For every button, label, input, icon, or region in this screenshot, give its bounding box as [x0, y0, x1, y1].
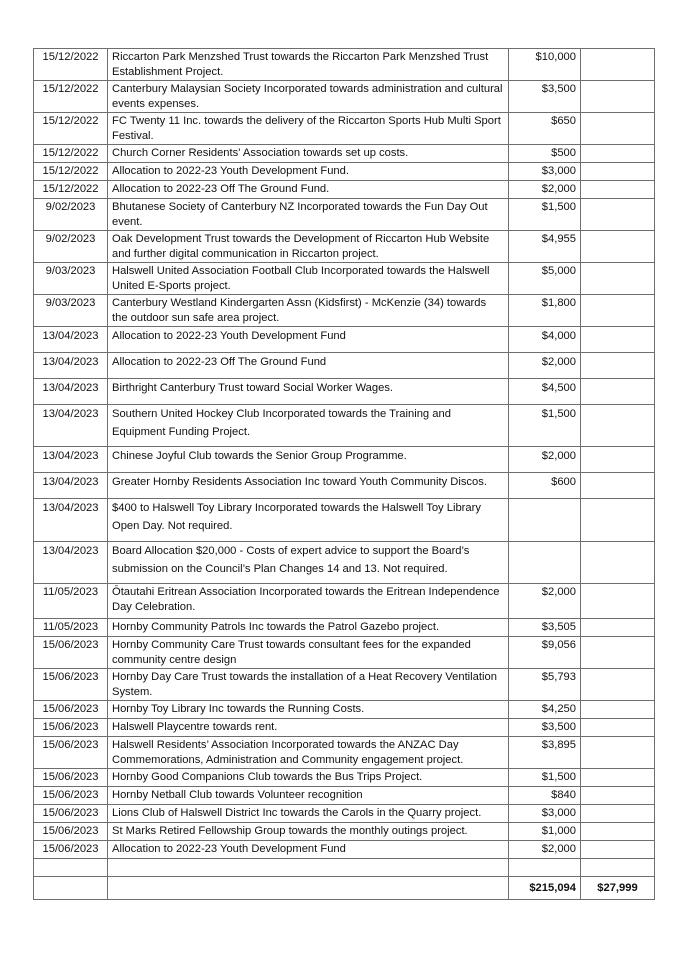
- row-amount: $9,056: [509, 637, 581, 669]
- table-row: [34, 295, 655, 327]
- row-date: 15/06/2023: [34, 701, 108, 719]
- row-description: Southern United Hockey Club Incorporated towards the Training and Equipment Funding Project.: [108, 405, 509, 447]
- table-row: [34, 473, 655, 499]
- row-description: Hornby Community Patrols Inc towards the Patrol Gazebo project.: [108, 619, 509, 637]
- row-amount: $1,000: [509, 823, 581, 841]
- row-extra-cell: [581, 637, 655, 669]
- row-extra-cell: [581, 49, 655, 81]
- row-extra-cell: [581, 841, 655, 859]
- table-row: [34, 145, 655, 163]
- row-extra-cell: [581, 263, 655, 295]
- table-row: [34, 327, 655, 353]
- table-row: [34, 113, 655, 145]
- row-date: 15/06/2023: [34, 787, 108, 805]
- row-extra-cell: [581, 584, 655, 619]
- table-row: [34, 231, 655, 263]
- row-extra-cell: [581, 353, 655, 379]
- row-extra-cell: [581, 181, 655, 199]
- row-date: 15/06/2023: [34, 719, 108, 737]
- table-row: [34, 163, 655, 181]
- table-row: [34, 379, 655, 405]
- row-amount: $4,500: [509, 379, 581, 405]
- table-row: [34, 823, 655, 841]
- table-row: [34, 769, 655, 787]
- table-row: [34, 701, 655, 719]
- row-amount: $4,250: [509, 701, 581, 719]
- table-row: [34, 787, 655, 805]
- row-date: 15/06/2023: [34, 769, 108, 787]
- row-description: Allocation to 2022-23 Youth Development Fund: [108, 327, 509, 353]
- row-amount: $650: [509, 113, 581, 145]
- row-description: Allocation to 2022-23 Youth Development Fund: [108, 841, 509, 859]
- row-date: 13/04/2023: [34, 327, 108, 353]
- row-amount: $3,895: [509, 737, 581, 769]
- row-description: Hornby Good Companions Club towards the Bus Trips Project.: [108, 769, 509, 787]
- row-amount: $3,000: [509, 805, 581, 823]
- row-amount: $5,000: [509, 263, 581, 295]
- row-extra-cell: [581, 805, 655, 823]
- row-date: 15/06/2023: [34, 737, 108, 769]
- row-amount: $5,793: [509, 669, 581, 701]
- table-row: [34, 737, 655, 769]
- row-date: 15/12/2022: [34, 181, 108, 199]
- row-description: Greater Hornby Residents Association Inc toward Youth Community Discos.: [108, 473, 509, 499]
- row-date: 11/05/2023: [34, 584, 108, 619]
- total-granted: $215,094: [509, 877, 581, 900]
- row-extra-cell: [581, 145, 655, 163]
- row-description: Hornby Toy Library Inc towards the Running Costs.: [108, 701, 509, 719]
- row-description: FC Twenty 11 Inc. towards the delivery of the Riccarton Sports Hub Multi Sport Festival.: [108, 113, 509, 145]
- row-extra-cell: [581, 113, 655, 145]
- row-date: 15/06/2023: [34, 805, 108, 823]
- grants-table: [33, 48, 655, 900]
- table-row: [34, 841, 655, 859]
- row-amount: $500: [509, 145, 581, 163]
- row-extra-cell: [581, 669, 655, 701]
- row-extra-cell: [581, 473, 655, 499]
- row-amount: $1,500: [509, 405, 581, 447]
- row-date: 15/12/2022: [34, 113, 108, 145]
- row-extra-cell: [581, 379, 655, 405]
- row-description: Board Allocation $20,000 - Costs of expert advice to support the Board’s submission on the Council’s Plan Changes 14 and 13. Not required.: [108, 542, 509, 584]
- row-description: $400 to Halswell Toy Library Incorporated towards the Halswell Toy Library Open Day. Not required.: [108, 499, 509, 542]
- table-row: [34, 447, 655, 473]
- row-amount: $1,500: [509, 199, 581, 231]
- row-date: 15/06/2023: [34, 637, 108, 669]
- row-description: Birthright Canterbury Trust toward Social Worker Wages.: [108, 379, 509, 405]
- row-amount: $3,500: [509, 81, 581, 113]
- row-extra-cell: [581, 823, 655, 841]
- row-description: Allocation to 2022-23 Off The Ground Fund.: [108, 181, 509, 199]
- row-amount: $2,000: [509, 584, 581, 619]
- table-row: [34, 353, 655, 379]
- row-extra-cell: [581, 737, 655, 769]
- row-date: 9/03/2023: [34, 295, 108, 327]
- row-extra-cell: [581, 719, 655, 737]
- row-date: 15/12/2022: [34, 145, 108, 163]
- row-amount: $3,500: [509, 719, 581, 737]
- row-extra-cell: [581, 447, 655, 473]
- row-amount: $2,000: [509, 841, 581, 859]
- row-amount: $4,955: [509, 231, 581, 263]
- row-extra-cell: [581, 295, 655, 327]
- table-row: [34, 719, 655, 737]
- table-row: [34, 805, 655, 823]
- row-date: 15/12/2022: [34, 49, 108, 81]
- row-description: Ōtautahi Eritrean Association Incorporated towards the Eritrean Independence Day Celebration.: [108, 584, 509, 619]
- row-amount: $10,000: [509, 49, 581, 81]
- row-amount: $3,000: [509, 163, 581, 181]
- row-description: Church Corner Residents' Association towards set up costs.: [108, 145, 509, 163]
- row-date: 13/04/2023: [34, 447, 108, 473]
- row-description: Canterbury Westland Kindergarten Assn (Kidsfirst) - McKenzie (34) towards the outdoor sun safe area project.: [108, 295, 509, 327]
- row-extra-cell: [581, 405, 655, 447]
- table-row: [34, 637, 655, 669]
- row-amount: $1,500: [509, 769, 581, 787]
- row-date: 9/03/2023: [34, 263, 108, 295]
- row-date: 15/12/2022: [34, 81, 108, 113]
- row-amount: $2,000: [509, 447, 581, 473]
- row-amount: $4,000: [509, 327, 581, 353]
- row-description: Canterbury Malaysian Society Incorporated towards administration and cultural events expenses.: [108, 81, 509, 113]
- row-extra-cell: [581, 787, 655, 805]
- row-amount: [509, 542, 581, 584]
- table-row: [34, 181, 655, 199]
- row-description: Bhutanese Society of Canterbury NZ Incorporated towards the Fun Day Out event.: [108, 199, 509, 231]
- total-remaining: $27,999: [581, 877, 655, 900]
- row-amount: $1,800: [509, 295, 581, 327]
- table-row: [34, 263, 655, 295]
- row-description: St Marks Retired Fellowship Group towards the monthly outings project.: [108, 823, 509, 841]
- row-date: 13/04/2023: [34, 353, 108, 379]
- table-row: [34, 81, 655, 113]
- row-date: 13/04/2023: [34, 473, 108, 499]
- row-date: 9/02/2023: [34, 199, 108, 231]
- row-extra-cell: [581, 81, 655, 113]
- row-description: Halswell Residents’ Association Incorporated towards the ANZAC Day Commemorations, Administration and Community engagement project.: [108, 737, 509, 769]
- row-extra-cell: [581, 199, 655, 231]
- table-row: [34, 542, 655, 584]
- row-extra-cell: [581, 163, 655, 181]
- row-description: Riccarton Park Menzshed Trust towards the Riccarton Park Menzshed Trust Establishment Project.: [108, 49, 509, 81]
- table-row: [34, 199, 655, 231]
- row-extra-cell: [581, 769, 655, 787]
- row-date: 15/12/2022: [34, 163, 108, 181]
- row-description: Chinese Joyful Club towards the Senior Group Programme.: [108, 447, 509, 473]
- row-date: 15/06/2023: [34, 841, 108, 859]
- row-extra-cell: [581, 231, 655, 263]
- row-description: Lions Club of Halswell District Inc towards the Carols in the Quarry project.: [108, 805, 509, 823]
- row-date: 15/06/2023: [34, 823, 108, 841]
- row-extra-cell: [581, 499, 655, 542]
- table-row: [34, 584, 655, 619]
- row-date: 11/05/2023: [34, 619, 108, 637]
- row-amount: $840: [509, 787, 581, 805]
- table-row: [34, 619, 655, 637]
- row-date: 15/06/2023: [34, 669, 108, 701]
- row-extra-cell: [581, 619, 655, 637]
- row-description: Halswell Playcentre towards rent.: [108, 719, 509, 737]
- row-extra-cell: [581, 327, 655, 353]
- row-description: Hornby Netball Club towards Volunteer recognition: [108, 787, 509, 805]
- row-description: Oak Development Trust towards the Development of Riccarton Hub Website and further digital communication in Riccarton project.: [108, 231, 509, 263]
- row-extra-cell: [581, 542, 655, 584]
- row-description: Allocation to 2022-23 Off The Ground Fund: [108, 353, 509, 379]
- row-date: 9/02/2023: [34, 231, 108, 263]
- totals-row: [34, 877, 655, 900]
- row-amount: $2,000: [509, 353, 581, 379]
- row-description: Allocation to 2022-23 Youth Development Fund.: [108, 163, 509, 181]
- row-amount: $3,505: [509, 619, 581, 637]
- table-row: [34, 499, 655, 542]
- table-row: [34, 49, 655, 81]
- row-date: 13/04/2023: [34, 542, 108, 584]
- row-amount: $2,000: [509, 181, 581, 199]
- row-date: 13/04/2023: [34, 405, 108, 447]
- table-row: [34, 669, 655, 701]
- row-date: 13/04/2023: [34, 379, 108, 405]
- row-amount: [509, 499, 581, 542]
- row-amount: $600: [509, 473, 581, 499]
- row-description: Halswell United Association Football Club Incorporated towards the Halswell United E-Sports project.: [108, 263, 509, 295]
- row-description: Hornby Community Care Trust towards consultant fees for the expanded community centre design: [108, 637, 509, 669]
- empty-row: [34, 859, 655, 877]
- row-description: Hornby Day Care Trust towards the installation of a Heat Recovery Ventilation System.: [108, 669, 509, 701]
- table-row: [34, 405, 655, 447]
- row-extra-cell: [581, 701, 655, 719]
- row-date: 13/04/2023: [34, 499, 108, 542]
